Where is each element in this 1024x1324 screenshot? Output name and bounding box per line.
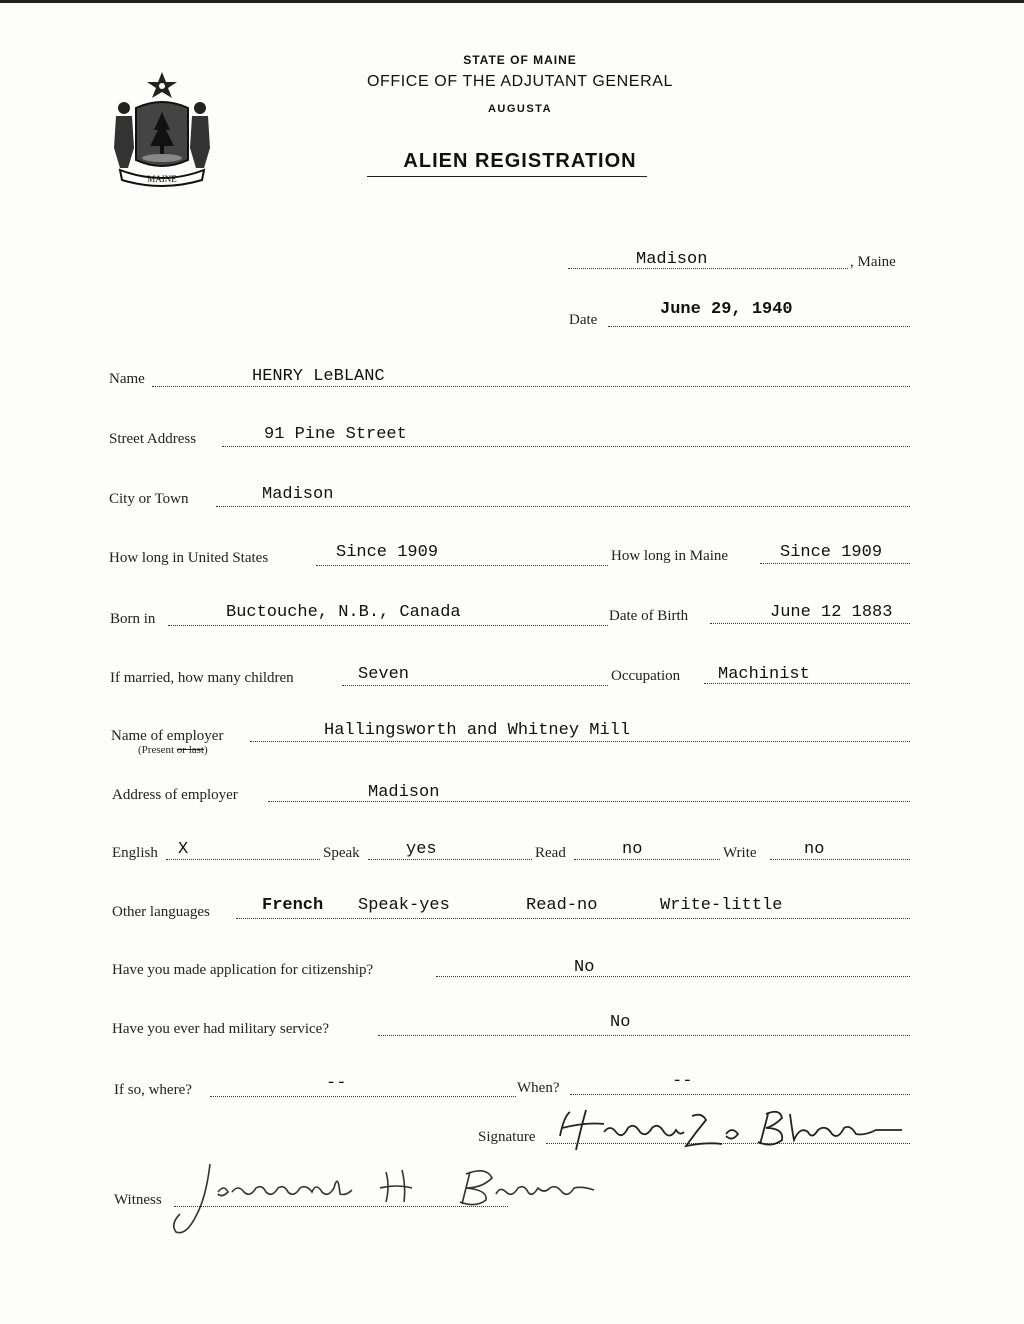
where-value: -- — [326, 1074, 347, 1093]
other-language-speak: Speak-yes — [358, 896, 450, 915]
read-label: Read — [535, 845, 566, 861]
when-value: -- — [672, 1072, 693, 1091]
street-label: Street Address — [109, 431, 197, 447]
write-line — [770, 859, 910, 860]
dob-line — [710, 623, 910, 624]
when-label: When? — [517, 1080, 560, 1096]
place-suffix: , Maine — [850, 254, 896, 270]
name-value: HENRY LeBLANC — [252, 367, 385, 386]
employer-value: Hallingsworth and Whitney Mill — [324, 721, 631, 740]
how-long-us-value: Since 1909 — [336, 543, 439, 562]
other-language-write: Write-little — [660, 896, 783, 915]
read-value: no — [622, 840, 643, 859]
military-value: No — [610, 1013, 631, 1032]
other-language-value: French — [262, 896, 324, 915]
seal-banner-text: MAINE — [147, 174, 177, 184]
children-line — [342, 685, 608, 686]
employer-address-label: Address of employer — [112, 787, 238, 803]
occupation-value: Machinist — [718, 665, 810, 684]
employer-label: Name of employer — [111, 728, 224, 744]
date-value: June 29, 1940 — [660, 300, 793, 319]
children-value: Seven — [358, 665, 410, 684]
title-underline — [367, 176, 647, 177]
how-long-us-line — [316, 565, 608, 566]
dob-value: June 12 1883 — [770, 603, 893, 622]
born-in-label: Born in — [110, 611, 156, 627]
name-line — [152, 386, 910, 387]
signature-label: Signature — [478, 1129, 536, 1145]
how-long-maine-value: Since 1909 — [780, 543, 883, 562]
street-value: 91 Pine Street — [264, 425, 407, 444]
date-line — [608, 326, 910, 327]
place-line — [568, 268, 848, 269]
form-title: ALIEN REGISTRATION — [403, 150, 637, 172]
witness-handwriting — [166, 1158, 606, 1242]
scan-border — [0, 0, 1024, 3]
signature-handwriting — [546, 1106, 910, 1158]
dob-label: Date of Birth — [609, 608, 689, 624]
english-label: English — [112, 845, 158, 861]
occupation-label: Occupation — [611, 668, 681, 684]
how-long-us-label: How long in United States — [109, 550, 269, 566]
employer-address-value: Madison — [368, 783, 440, 802]
born-in-line — [168, 625, 608, 626]
place-value: Madison — [636, 250, 708, 269]
write-value: no — [804, 840, 825, 859]
military-label: Have you ever had military service? — [112, 1021, 329, 1037]
employer-sub-label: (Present or last) — [138, 744, 208, 756]
military-line — [378, 1035, 910, 1036]
other-language-read: Read-no — [526, 896, 598, 915]
office-heading: OFFICE OF THE ADJUTANT GENERAL — [366, 73, 674, 90]
citizenship-label: Have you made application for citizenship? — [112, 962, 374, 978]
how-long-maine-label: How long in Maine — [611, 548, 729, 564]
children-label: If married, how many children — [110, 670, 294, 686]
witness-label: Witness — [114, 1192, 162, 1208]
english-value: X — [178, 840, 189, 859]
city-value: Madison — [262, 485, 334, 504]
when-line — [570, 1094, 910, 1095]
city-line — [216, 506, 910, 507]
street-line — [222, 446, 910, 447]
how-long-maine-line — [760, 563, 910, 564]
other-languages-label: Other languages — [112, 904, 210, 920]
citizenship-line — [436, 976, 910, 977]
where-label: If so, where? — [114, 1082, 192, 1098]
speak-line — [368, 859, 532, 860]
other-languages-line — [236, 918, 910, 919]
citizenship-value: No — [574, 958, 595, 977]
city-label: City or Town — [109, 491, 189, 507]
speak-value: yes — [406, 840, 437, 859]
born-in-value: Buctouche, N.B., Canada — [226, 603, 461, 622]
read-line — [574, 859, 720, 860]
state-heading: STATE OF MAINE — [463, 53, 577, 67]
date-label: Date — [569, 312, 598, 328]
employer-address-line — [268, 801, 910, 802]
where-line — [210, 1096, 516, 1097]
write-label: Write — [723, 845, 757, 861]
city-heading: AUGUSTA — [487, 103, 553, 115]
english-line — [166, 859, 320, 860]
employer-line — [250, 741, 910, 742]
name-label: Name — [109, 371, 145, 387]
speak-label: Speak — [323, 845, 360, 861]
